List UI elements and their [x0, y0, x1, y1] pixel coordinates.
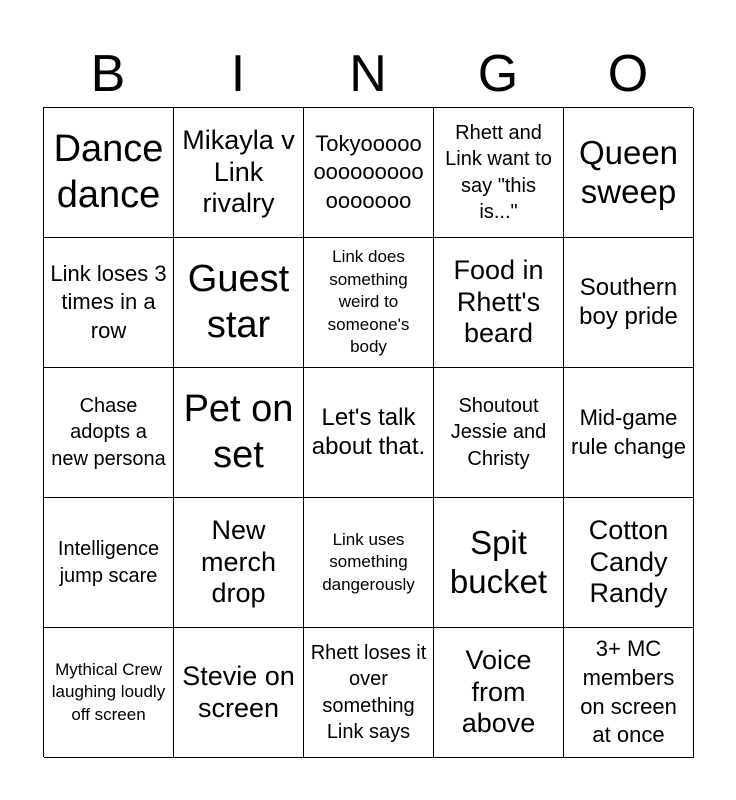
cell-text: Food in Rhett's beard — [453, 254, 544, 349]
bingo-cell[interactable] — [174, 368, 304, 498]
bingo-cell[interactable] — [434, 628, 564, 758]
cell-text: Queen sweep — [578, 133, 679, 210]
cell-text: Intelligence jump scare — [57, 538, 160, 587]
bingo-cell[interactable] — [174, 628, 304, 758]
bingo-cell[interactable] — [44, 628, 174, 758]
cell-text: New merch drop — [200, 514, 276, 609]
cell-text: Pet on set — [183, 387, 294, 476]
bingo-cell[interactable] — [564, 238, 694, 368]
header-letter-n: N — [349, 45, 387, 103]
bingo-grid — [43, 107, 693, 757]
bingo-cell[interactable] — [304, 108, 434, 238]
cell-text: Dance dance — [53, 127, 164, 216]
bingo-cell[interactable] — [564, 498, 694, 628]
header-letter-b: B — [90, 45, 126, 103]
header-letter-g: G — [477, 45, 519, 103]
cell-text: Tokyooooooooooooooooooooo — [313, 130, 424, 213]
cell-text: Rhett loses it over something Link says — [310, 641, 427, 743]
bingo-cell[interactable] — [44, 498, 174, 628]
bingo-cell[interactable] — [44, 108, 174, 238]
cell-text: Link uses something dangerously — [322, 529, 415, 594]
cell-text: 3+ MC members on screen at once — [580, 636, 677, 748]
cell-text: Mid-game rule change — [571, 404, 686, 459]
bingo-cell[interactable] — [44, 368, 174, 498]
cell-text: Link does something weird to someone's body — [327, 246, 410, 357]
bingo-cell[interactable] — [564, 368, 694, 498]
cell-text: Stevie on screen — [182, 660, 295, 723]
cell-text: Chase adopts a new persona — [51, 394, 166, 470]
cell-text: Voice from above — [461, 644, 536, 739]
bingo-cell[interactable] — [434, 108, 564, 238]
bingo-header — [43, 40, 693, 108]
bingo-cell[interactable] — [434, 238, 564, 368]
bingo-cell[interactable] — [174, 238, 304, 368]
cell-text: Link loses 3 times in a row — [50, 260, 167, 343]
bingo-cell[interactable] — [174, 108, 304, 238]
header-letter-i: I — [230, 45, 246, 103]
cell-text: Shoutout Jessie and Christy — [450, 394, 547, 470]
header-letter-o: O — [607, 45, 649, 103]
cell-text: Spit bucket — [449, 523, 548, 600]
cell-text: Mikayla v Link rivalry — [182, 124, 295, 219]
cell-text: Southern boy pride — [579, 273, 678, 330]
bingo-cell[interactable] — [564, 628, 694, 758]
cell-text: Mythical Crew laughing loudly off screen — [51, 659, 166, 724]
cell-text: Let's talk about that. — [311, 403, 426, 460]
bingo-cell[interactable] — [174, 498, 304, 628]
bingo-cell[interactable] — [44, 238, 174, 368]
bingo-cell[interactable] — [304, 368, 434, 498]
cell-text: Rhett and Link want to say "this is..." — [445, 121, 552, 223]
bingo-cell[interactable] — [304, 498, 434, 628]
bingo-cell[interactable] — [564, 108, 694, 238]
cell-text: Cotton Candy Randy — [588, 514, 669, 609]
bingo-cell[interactable] — [434, 368, 564, 498]
bingo-cell[interactable] — [304, 628, 434, 758]
bingo-cell[interactable] — [304, 238, 434, 368]
bingo-cell[interactable] — [434, 498, 564, 628]
cell-text: Guest star — [187, 257, 290, 346]
